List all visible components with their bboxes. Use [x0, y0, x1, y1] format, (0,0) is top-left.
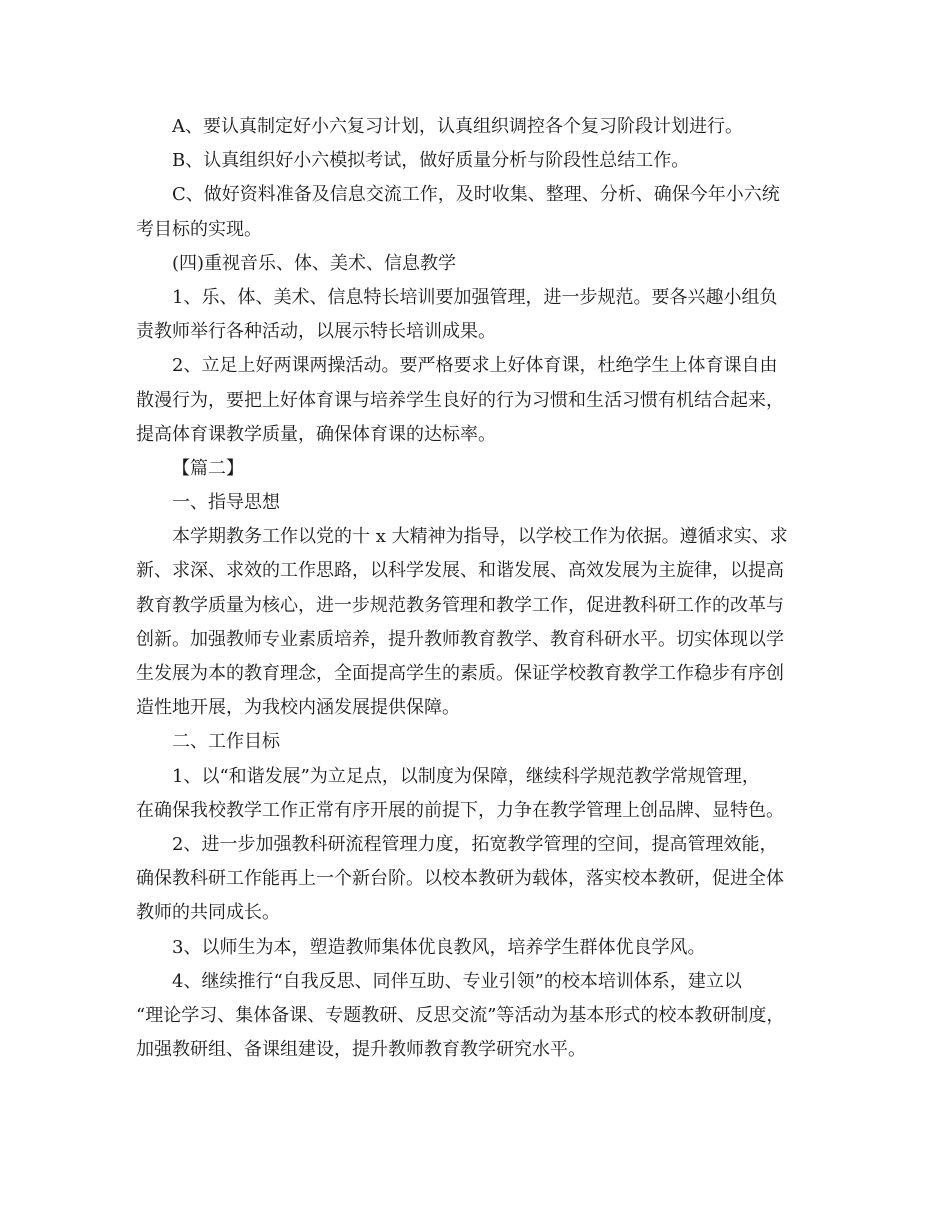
text-line: A、要认真制定好小六复习计划，认真组织调控各个复习阶段计划进行。 — [172, 116, 743, 137]
text-line: 新、求深、求效的工作思路，以科学发展、和谐发展、高效发展为主旋律，以提高 — [136, 560, 784, 582]
text-line: 2、进一步加强教科研流程管理力度，拓宽教学管理的空间，提高管理效能， — [172, 833, 778, 855]
text-line: 二、工作目标 — [172, 731, 280, 753]
text-line: 加强教研组、备课组建设，提升教师教育教学研究水平。 — [136, 1039, 586, 1061]
document-body — [136, 110, 816, 1067]
text-line: 一、指导思想 — [172, 492, 280, 514]
text-line: 【篇二】 — [172, 457, 244, 479]
text-line: 教师的共同成长。 — [136, 902, 280, 924]
text-line: 责教师举行各种活动，以展示特长培训成果。 — [136, 321, 496, 343]
text-line: 3、以师生为本，塑造教师集体优良教风，培养学生群体优良学风。 — [172, 936, 706, 958]
text-line: 1、以“和谐发展”为立足点，以制度为保障，继续科学规范教学常规管理， — [172, 765, 760, 787]
text-line: 生发展为本的教育理念，全面提高学生的素质。保证学校教育教学工作稳步有序创 — [136, 663, 784, 684]
text-line: 造性地开展，为我校内涵发展提供保障。 — [136, 697, 460, 719]
text-line: C、做好资料准备及信息交流工作，及时收集、整理、分析、确保今年小六统 — [172, 184, 780, 206]
text-line: 散漫行为，要把上好体育课与培养学生良好的行为习惯和生活习惯有机结合起来， — [136, 389, 784, 411]
text-line: 提高体育课教学质量，确保体育课的达标率。 — [136, 423, 496, 445]
text-line: 本学期教务工作以党的十 x 大精神为指导，以学校工作为依据。遵循求实、求 — [172, 526, 788, 548]
text-line: 1、乐、体、美术、信息特长培训要加强管理，进一步规范。要各兴趣小组负 — [172, 286, 778, 308]
text-line: 2、立足上好两课两操活动。要严格要求上好体育课，杜绝学生上体育课自由 — [172, 355, 778, 377]
text-line: 确保教科研工作能再上一个新台阶。以校本教研为载体，落实校本教研，促进全体 — [136, 868, 784, 890]
text-line: B、认真组织好小六模拟考试，做好质量分析与阶段性总结工作。 — [172, 150, 690, 172]
text-line: 考目标的实现。 — [136, 218, 262, 240]
text-line: “理论学习、集体备课、专题教研、反思交流”等活动为基本形式的校本教研制度， — [136, 1004, 785, 1026]
text-line: 4、继续推行“自我反思、同伴互助、专业引领”的校本培训体系，建立以 — [172, 970, 742, 992]
text-line: 在确保我校教学工作正常有序开展的前提下，力争在教学管理上创品牌、显特色。 — [136, 799, 784, 821]
text-line: (四)重视音乐、体、美术、信息教学 — [172, 252, 457, 274]
text-line: 创新。加强教师专业素质培养，提升教师教育教学、教育科研水平。切实体现以学 — [136, 628, 784, 650]
text-line: 教育教学质量为核心，进一步规范教务管理和教学工作，促进教科研工作的改革与 — [136, 594, 784, 616]
